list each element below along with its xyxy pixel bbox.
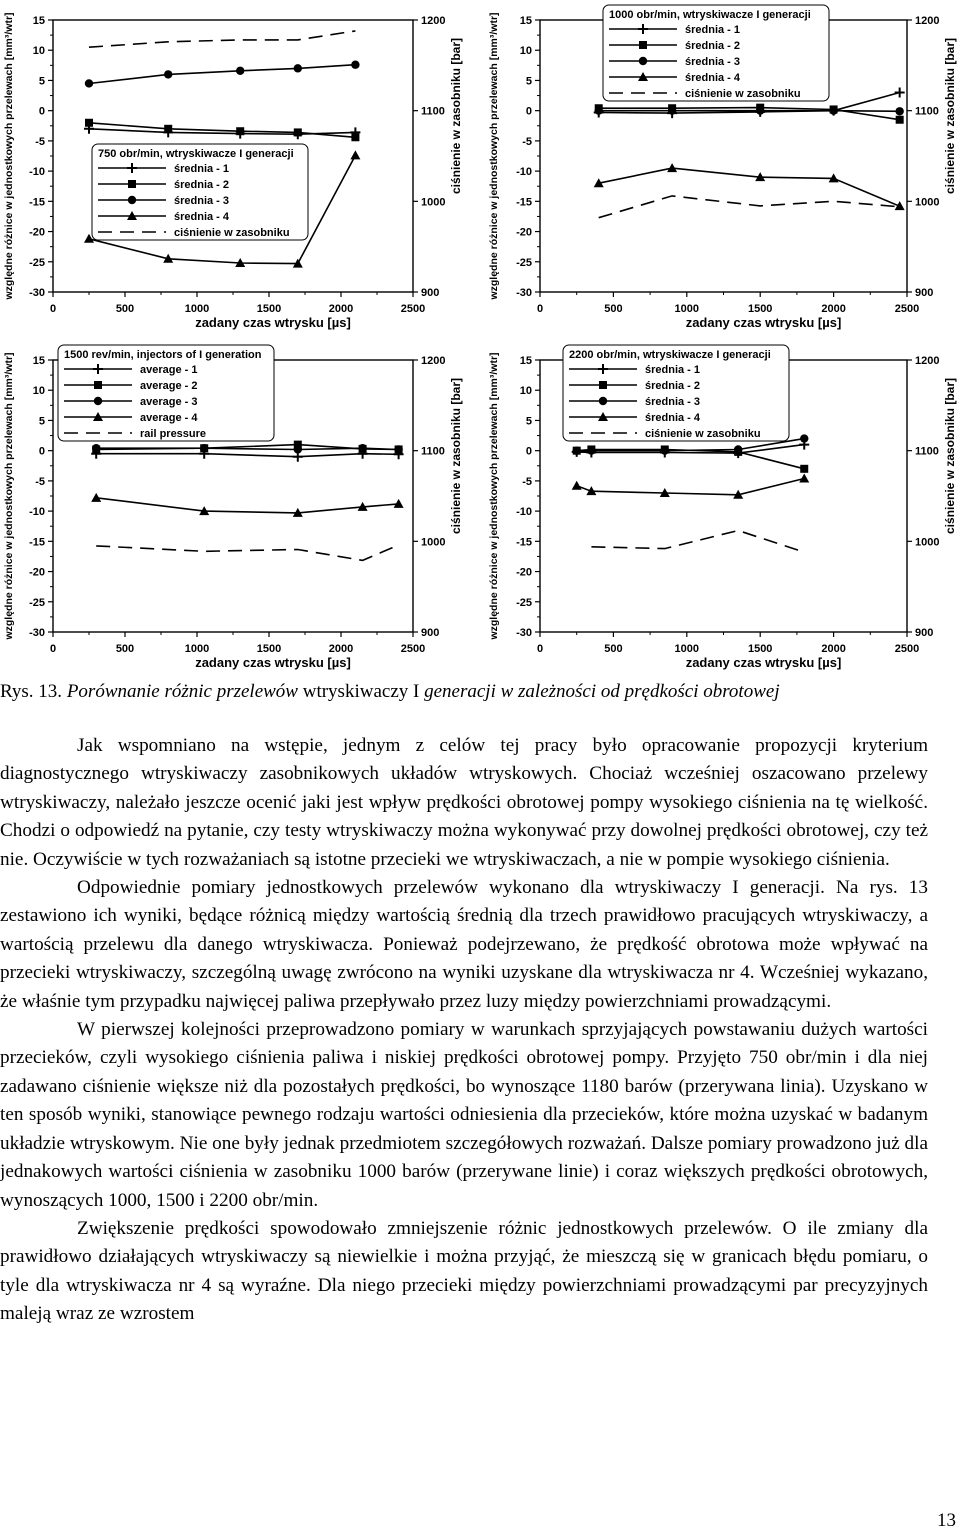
data-point-circle [200, 444, 208, 452]
y-tick-label: -15 [29, 196, 45, 209]
data-point-square [800, 465, 808, 473]
body-text [0, 732, 928, 1329]
series-3 [85, 61, 360, 88]
legend [603, 5, 829, 101]
y-tick-label: -30 [516, 287, 532, 299]
y-tick-label: 15 [32, 15, 45, 27]
data-point-circle [358, 444, 366, 452]
y2-axis-label: ciśnienie w zasobniku [bar] [449, 377, 463, 535]
x-tick-label: 2000 [821, 303, 846, 315]
data-point-circle [668, 106, 676, 114]
chart-1500-svg [0, 340, 480, 670]
legend-marker [639, 57, 647, 65]
y-tick-label: -30 [516, 627, 532, 639]
y-tick-label: 5 [525, 75, 532, 88]
legend-label: średnia - 4 [685, 72, 741, 84]
caption-part2: wtryskiwaczy I [302, 681, 420, 702]
x-tick-label: 1000 [674, 643, 700, 655]
series-line [599, 111, 900, 112]
series-5 [96, 545, 398, 560]
x-axis-label: zadany czas wtrysku [µs] [685, 315, 842, 330]
chart-1000-svg [485, 0, 960, 330]
data-point-circle [595, 106, 603, 114]
y2-tick-label: 900 [915, 287, 934, 299]
y-axis-label: względne różnice w jednostkowych przelewach [mm³/wtr] [3, 12, 15, 300]
legend-marker [639, 41, 647, 49]
y2-tick-label: 1200 [421, 355, 446, 367]
series-line [599, 168, 900, 206]
legend-label: średnia - 1 [685, 24, 741, 36]
x-axis-label: zadany czas wtrysku [µs] [195, 655, 351, 670]
legend-label: average - 1 [140, 364, 198, 376]
data-point-circle [394, 445, 402, 453]
series-5 [591, 531, 804, 553]
paragraph-3: W pierwszej kolejności przeprowadzono pomiary w warunkach sprzyjających powstawaniu dużych wartości przecieków, czyli wysokiego ciśnienia paliwa i niskiej prędkości obrotowej pompy. Przyjęto 750 obr/min i dla niej zadawano ciśnienie większe niż dla pozostałych prędkości, bo wynoszące 1180 barów (przerywana linia). Uzyskano w ten sposób wyniki, stanowiące pewnego rodzaju wartości odniesienia dla przecieków, które można uzyskać w badanym układzie wtryskowym. Nie one były jednak przedmiotem szczegółowych rozważań. Dalsze pomiary prowadzono już dla jednakowych wartości ciśnienia w zasobniku 1000 barów (przerywane linie) i coraz większych prędkości obrotowych, wynoszących 1000, 1500 i 2200 obr/min. [0, 1019, 928, 1211]
legend-title: 750 obr/min, wtryskiwacze I generacji [98, 148, 294, 160]
legend [563, 345, 789, 441]
y-tick-label: -5 [522, 475, 532, 488]
x-tick-label: 0 [49, 643, 57, 655]
x-tick-label: 2500 [894, 643, 920, 655]
legend-label: średnia - 3 [645, 396, 701, 408]
series-5 [599, 196, 900, 218]
legend-title: 1000 obr/min, wtryskiwacze I generacji [609, 9, 811, 21]
chart-2200 [485, 340, 960, 670]
y-tick-label: 10 [32, 45, 45, 58]
legend-label: ciśnienie w zasobniku [685, 88, 801, 100]
x-tick-label: 2000 [821, 643, 846, 655]
data-point-circle [800, 434, 808, 442]
y2-tick-label: 900 [421, 287, 440, 299]
data-point-triangle [799, 473, 809, 482]
legend-title: 1500 rev/min, injectors of I generation [64, 349, 262, 361]
y-tick-label: 0 [525, 445, 532, 458]
pressure-line [599, 196, 900, 218]
series-line [89, 65, 355, 84]
legend-marker [94, 397, 102, 405]
y-tick-label: 15 [519, 15, 532, 27]
y-axis-label: względne różnice w jednostkowych przelewach [mm³/wtr] [3, 352, 15, 640]
x-tick-label: 500 [604, 643, 623, 655]
y2-tick-label: 1000 [915, 196, 940, 209]
data-point-circle [294, 445, 302, 453]
y-axis-label: względne różnice w jednostkowych przelewach [mm³/wtr] [488, 12, 500, 300]
y-tick-label: 15 [519, 355, 532, 367]
paragraph-2: Odpowiednie pomiary jednostkowych przelewów wykonano dla wtryskiwaczy I generacji. Na rys. 13 zestawiono ich wyniki, będące różnicą między wartością średnią dla trzech prawidłowo pracujących wtryskiwaczy, a wartością przelewu dla danego wtryskiwacza. Ponieważ podejrzewano, że prędkość obrotowa może wpływać na przecieki wtryskiwaczy, szczególną uwagę zwrócono na wyniki uzyskane dla wtryskiwacza nr 4. Wcześniej wykazano, że właśnie tym przypadku najwięcej paliwa przepływało przez luzy między powierzchniami prowadzącymi. [0, 877, 928, 1012]
y-tick-label: 5 [525, 415, 532, 428]
x-tick-label: 2500 [400, 643, 426, 655]
y-tick-label: 0 [38, 445, 45, 458]
data-point-circle [829, 106, 837, 114]
data-point-triangle [895, 201, 905, 210]
chart-1500 [0, 340, 480, 670]
x-tick-label: 2000 [328, 643, 354, 655]
series-5 [89, 31, 355, 47]
caption-part3: generacji w zależności od prędkości obrotowej [424, 681, 780, 702]
y-tick-label: 10 [519, 45, 532, 58]
data-point-square [236, 127, 244, 135]
chart-750 [0, 0, 480, 330]
chart-750-svg [0, 0, 480, 330]
legend-marker [599, 397, 607, 405]
y-tick-label: 0 [38, 105, 45, 118]
y-tick-label: -25 [516, 596, 532, 609]
x-tick-label: 1500 [747, 303, 773, 315]
y-tick-label: -15 [29, 536, 45, 549]
y-tick-label: -30 [29, 287, 45, 299]
series-1 [91, 449, 403, 462]
y2-tick-label: 1100 [915, 105, 939, 118]
legend-label: średnia - 1 [645, 364, 701, 376]
series-2 [595, 104, 904, 124]
legend-label: average - 2 [140, 380, 198, 392]
data-point-square [896, 116, 904, 124]
data-point-triangle [91, 493, 101, 502]
series-3 [92, 444, 403, 454]
y2-tick-label: 1100 [421, 445, 445, 458]
legend [58, 345, 274, 441]
legend-label: średnia - 4 [645, 412, 701, 424]
series-line [577, 479, 805, 495]
page-number: 13 [937, 1510, 956, 1531]
series-4 [91, 493, 403, 517]
y-tick-label: 15 [32, 355, 45, 367]
legend-marker [94, 381, 102, 389]
pressure-line [591, 531, 804, 553]
data-point-circle [573, 446, 581, 454]
x-tick-label: 1000 [674, 303, 700, 315]
y-tick-label: 10 [519, 385, 532, 398]
y-tick-label: -5 [35, 475, 45, 488]
x-tick-label: 500 [115, 303, 135, 315]
paragraph-4: Zwiększenie prędkości spowodowało zmniejszenie różnic jednostkowych przelewów. O ile zmiany dla prawidłowo działających wtryskiwaczy są niewielkie i można przyjąć, że mieszczą się w granicach błędu pomiaru, o tyle dla wtryskiwacza nr 4 są wyraźne. Dla niego przecieki między powierzchniami prowadzącymi par precyzyjnych maleją wraz ze wzrostem [0, 1217, 928, 1325]
legend [92, 144, 308, 240]
y2-tick-label: 1100 [421, 105, 445, 118]
x-tick-label: 500 [604, 303, 623, 315]
y-tick-label: -5 [35, 135, 45, 148]
y-tick-label: -10 [516, 166, 532, 179]
x-tick-label: 0 [536, 303, 544, 315]
y2-tick-label: 900 [915, 627, 934, 639]
data-point-triangle [394, 499, 404, 508]
data-point-circle [351, 61, 359, 69]
legend-label: średnia - 2 [685, 40, 741, 52]
y-tick-label: -10 [516, 506, 532, 519]
data-point-circle [756, 106, 764, 114]
y2-tick-label: 1200 [915, 15, 940, 27]
y-tick-label: -30 [29, 627, 45, 639]
caption-part1: Porównanie różnic przelewów [66, 681, 298, 702]
x-tick-label: 1500 [256, 643, 282, 655]
x-axis-label: zadany czas wtrysku [µs] [195, 315, 351, 330]
series-2 [92, 441, 402, 454]
legend-marker [128, 196, 136, 204]
y2-tick-label: 1000 [915, 536, 940, 549]
y-tick-label: -25 [516, 256, 532, 269]
y-tick-label: -20 [516, 226, 532, 239]
pressure-line [96, 545, 398, 560]
data-point-circle [661, 446, 669, 454]
data-point-circle [587, 446, 595, 454]
data-point-triangle [667, 163, 677, 172]
data-point-circle [85, 79, 93, 87]
y2-axis-label: ciśnienie w zasobniku [bar] [943, 37, 957, 195]
x-tick-label: 1500 [747, 643, 773, 655]
figure-caption [0, 680, 930, 704]
data-point-triangle [572, 481, 582, 490]
data-point-circle [236, 67, 244, 75]
y-tick-label: -10 [29, 166, 45, 179]
y-tick-label: 5 [38, 75, 45, 88]
legend-label: average - 3 [140, 396, 198, 408]
y2-tick-label: 1000 [421, 196, 446, 209]
data-point-circle [164, 70, 172, 78]
legend-label: average - 4 [140, 412, 198, 424]
y-tick-label: -15 [516, 196, 532, 209]
legend-label: średnia - 3 [174, 195, 230, 207]
y2-tick-label: 1100 [915, 445, 939, 458]
x-tick-label: 2500 [400, 303, 426, 315]
series-line [96, 498, 398, 513]
pressure-line [89, 31, 355, 47]
data-point-triangle [350, 150, 360, 159]
y2-axis-label: ciśnienie w zasobniku [bar] [943, 377, 957, 535]
series-4 [572, 473, 810, 498]
series-line [96, 454, 398, 457]
legend-label: rail pressure [140, 428, 207, 440]
series-4 [594, 163, 905, 210]
y-tick-label: -20 [29, 566, 45, 579]
x-tick-label: 500 [115, 643, 135, 655]
y2-axis-label: ciśnienie w zasobniku [bar] [449, 37, 463, 195]
data-point-circle [92, 444, 100, 452]
data-point-circle [895, 107, 903, 115]
x-tick-label: 1500 [256, 303, 282, 315]
y-tick-label: 10 [32, 385, 45, 398]
legend-label: średnia - 1 [174, 163, 230, 175]
data-point-square [294, 128, 302, 136]
y-tick-label: -5 [522, 135, 532, 148]
y2-tick-label: 1200 [421, 15, 446, 27]
x-tick-label: 2500 [894, 303, 920, 315]
legend-label: średnia - 3 [685, 56, 741, 68]
x-tick-label: 1000 [184, 303, 210, 315]
caption-prefix: Rys. 13. [0, 681, 63, 702]
y2-tick-label: 1200 [915, 355, 940, 367]
y2-tick-label: 900 [421, 627, 440, 639]
y2-tick-label: 1000 [421, 536, 446, 549]
legend-label: ciśnienie w zasobniku [174, 227, 290, 239]
x-tick-label: 1000 [184, 643, 210, 655]
data-point-plus [895, 88, 905, 98]
legend-marker [128, 180, 136, 188]
y-tick-label: -15 [516, 536, 532, 549]
x-tick-label: 0 [49, 303, 57, 315]
y-tick-label: 5 [38, 415, 45, 428]
data-point-circle [734, 445, 742, 453]
data-point-square [85, 119, 93, 127]
y-tick-label: -20 [516, 566, 532, 579]
chart-1000 [485, 0, 960, 330]
legend-marker [599, 381, 607, 389]
legend-label: średnia - 2 [174, 179, 230, 191]
y-tick-label: -25 [29, 256, 45, 269]
y-tick-label: -25 [29, 596, 45, 609]
y-axis-label: względne różnice w jednostkowych przelewach [mm³/wtr] [488, 352, 500, 640]
legend-label: średnia - 4 [174, 211, 230, 223]
chart-2200-svg [485, 340, 960, 670]
data-point-square [164, 125, 172, 133]
y-tick-label: 0 [525, 105, 532, 118]
x-tick-label: 0 [536, 643, 544, 655]
data-point-square [351, 133, 359, 141]
x-axis-label: zadany czas wtrysku [µs] [685, 655, 842, 670]
legend-title: 2200 obr/min, wtryskiwacze I generacji [569, 349, 771, 361]
data-point-circle [294, 64, 302, 72]
x-tick-label: 2000 [328, 303, 354, 315]
legend-label: ciśnienie w zasobniku [645, 428, 761, 440]
y-tick-label: -10 [29, 506, 45, 519]
y-tick-label: -20 [29, 226, 45, 239]
paragraph-1: Jak wspomniano na wstępie, jednym z celów tej pracy było opracowanie propozycji kryterium diagnostycznego wtryskiwaczy zasobnikowych układów wtryskowych. Chociaż wcześniej oszacowano przelewy wtryskiwaczy, należało jeszcze ocenić jaki jest wpływ prędkości obrotowej pompy wysokiego ciśnienia na tę wielkość. Chodzi o odpowiedź na pytanie, czy testy wtryskiwaczy można wykonywać przy dowolnej prędkości obrotowej, czy też nie. Oczywiście w tych rozważaniach są istotne przecieki we wtryskiwaczach, a nie w pompie wysokiego ciśnienia. [0, 735, 928, 870]
legend-label: średnia - 2 [645, 380, 701, 392]
